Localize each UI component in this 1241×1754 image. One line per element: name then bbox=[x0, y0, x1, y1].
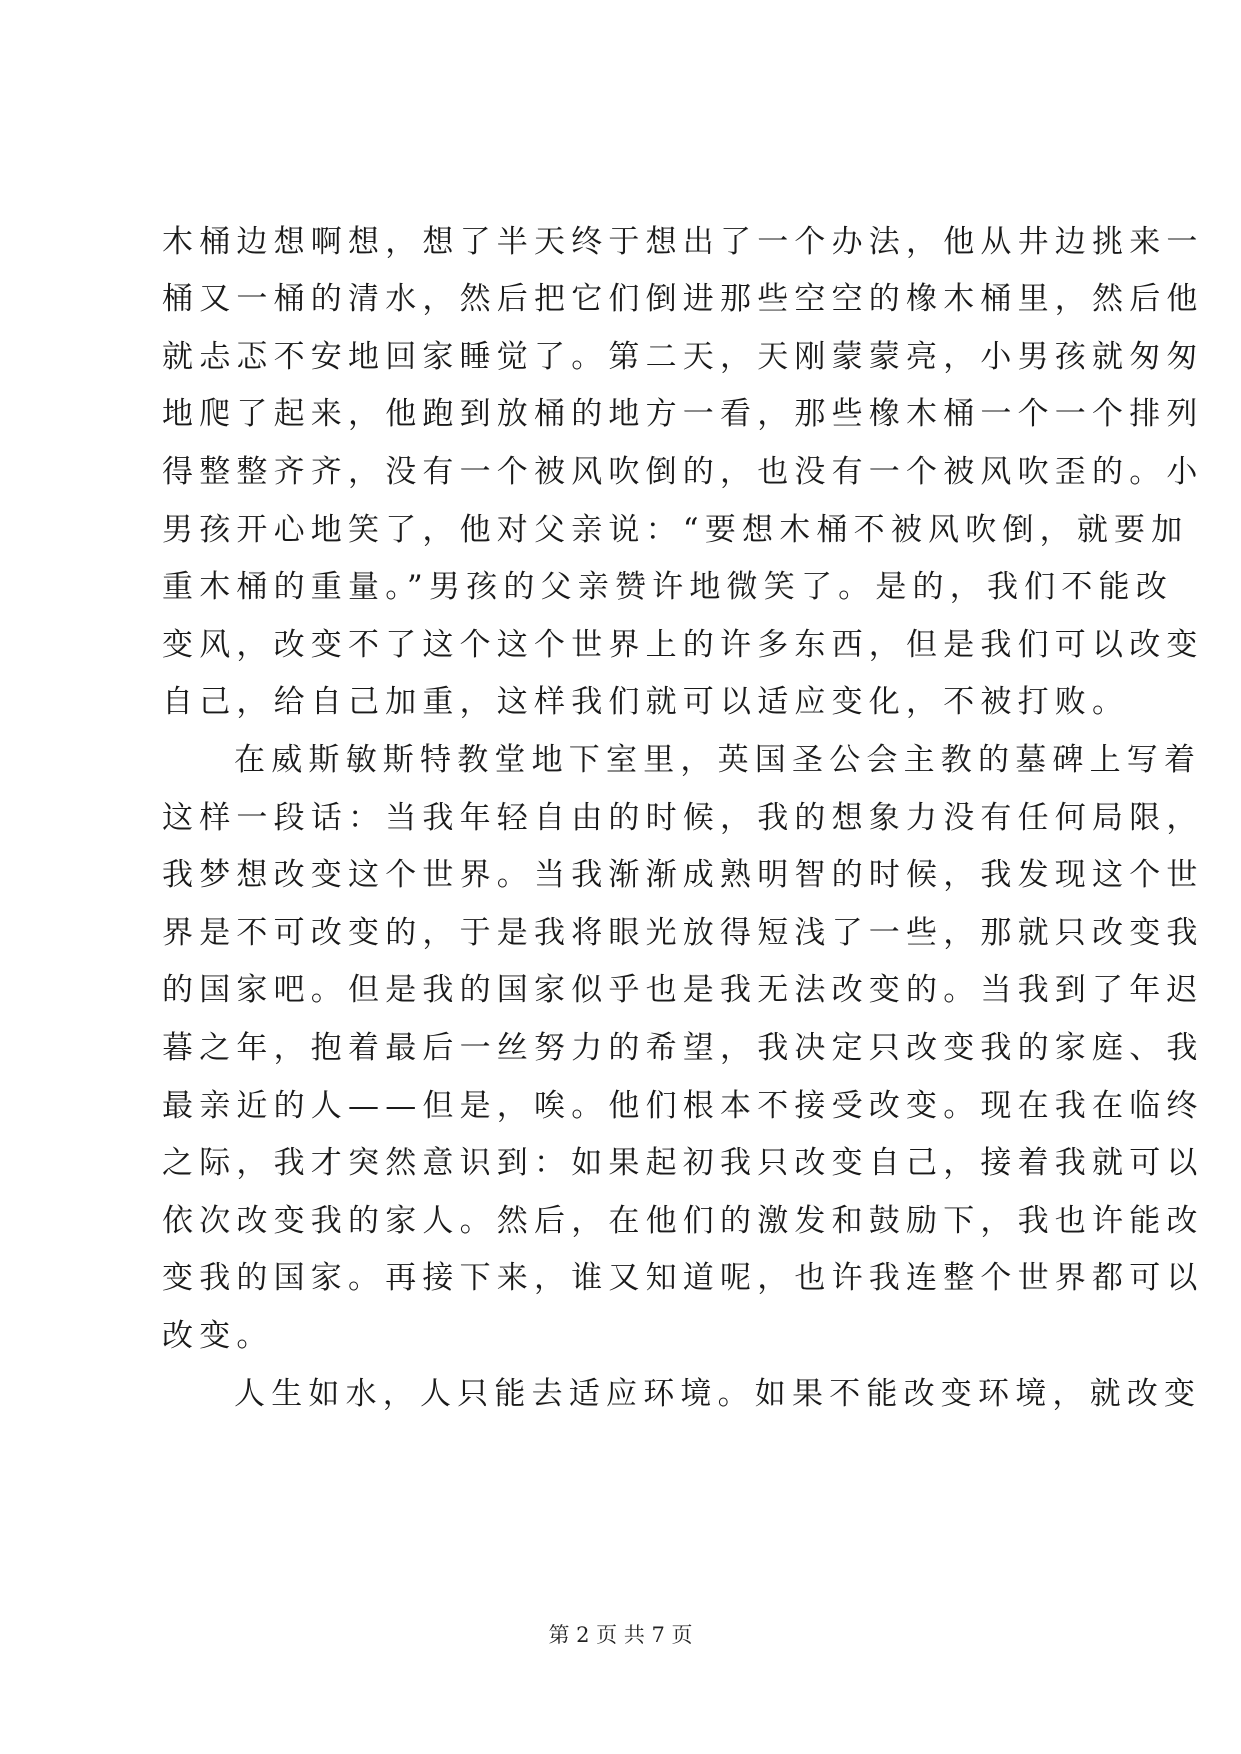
text-line: 最亲近的人——但是，唉。他们根本不接受改变。现在我在临终 bbox=[162, 1088, 1204, 1124]
text-line: 这样一段话：当我年轻自由的时候，我的想象力没有任何局限， bbox=[162, 800, 1204, 836]
text-line: 木桶边想啊想，想了半天终于想出了一个办法，他从井边挑来一 bbox=[162, 224, 1204, 260]
text-line: 变我的国家。再接下来，谁又知道呢，也许我连整个世界都可以 bbox=[162, 1260, 1204, 1296]
text-line: 地爬了起来，他跑到放桶的地方一看，那些橡木桶一个一个排列 bbox=[162, 396, 1204, 432]
text-line: 我梦想改变这个世界。当我渐渐成熟明智的时候，我发现这个世 bbox=[162, 857, 1204, 893]
text-line: 桶又一桶的清水，然后把它们倒进那些空空的橡木桶里，然后他 bbox=[162, 281, 1204, 317]
text-line: 的国家吧。但是我的国家似乎也是我无法改变的。当我到了年迟 bbox=[162, 972, 1204, 1008]
paragraph-start-line: 人生如水，人只能去适应环境。如果不能改变环境，就改变 bbox=[234, 1376, 1202, 1412]
text-line: 变风，改变不了这个这个世界上的许多东西，但是我们可以改变 bbox=[162, 627, 1204, 663]
text-line: 重木桶的重量。”男孩的父亲赞许地微笑了。是的，我们不能改 bbox=[162, 569, 1173, 605]
text-line: 得整整齐齐，没有一个被风吹倒的，也没有一个被风吹歪的。小 bbox=[162, 454, 1204, 490]
text-line: 就忐忑不安地回家睡觉了。第二天，天刚蒙蒙亮，小男孩就匆匆 bbox=[162, 339, 1204, 375]
text-line: 依次改变我的家人。然后，在他们的激发和鼓励下，我也许能改 bbox=[162, 1203, 1204, 1239]
text-line: 改变。 bbox=[162, 1318, 274, 1354]
text-line: 男孩开心地笑了，他对父亲说：“要想木桶不被风吹倒，就要加 bbox=[162, 512, 1189, 548]
text-line: 界是不可改变的，于是我将眼光放得短浅了一些，那就只改变我 bbox=[162, 915, 1204, 951]
text-line: 自己，给自己加重，这样我们就可以适应变化，不被打败。 bbox=[162, 684, 1130, 720]
text-line: 暮之年，抱着最后一丝努力的希望，我决定只改变我的家庭、我 bbox=[162, 1030, 1204, 1066]
paragraph-start-line: 在威斯敏斯特教堂地下室里，英国圣公会主教的墓碑上写着 bbox=[234, 742, 1202, 778]
text-line: 之际，我才突然意识到：如果起初我只改变自己，接着我就可以 bbox=[162, 1145, 1204, 1181]
page-number-footer: 第 2 页 共 7 页 bbox=[548, 1623, 693, 1647]
